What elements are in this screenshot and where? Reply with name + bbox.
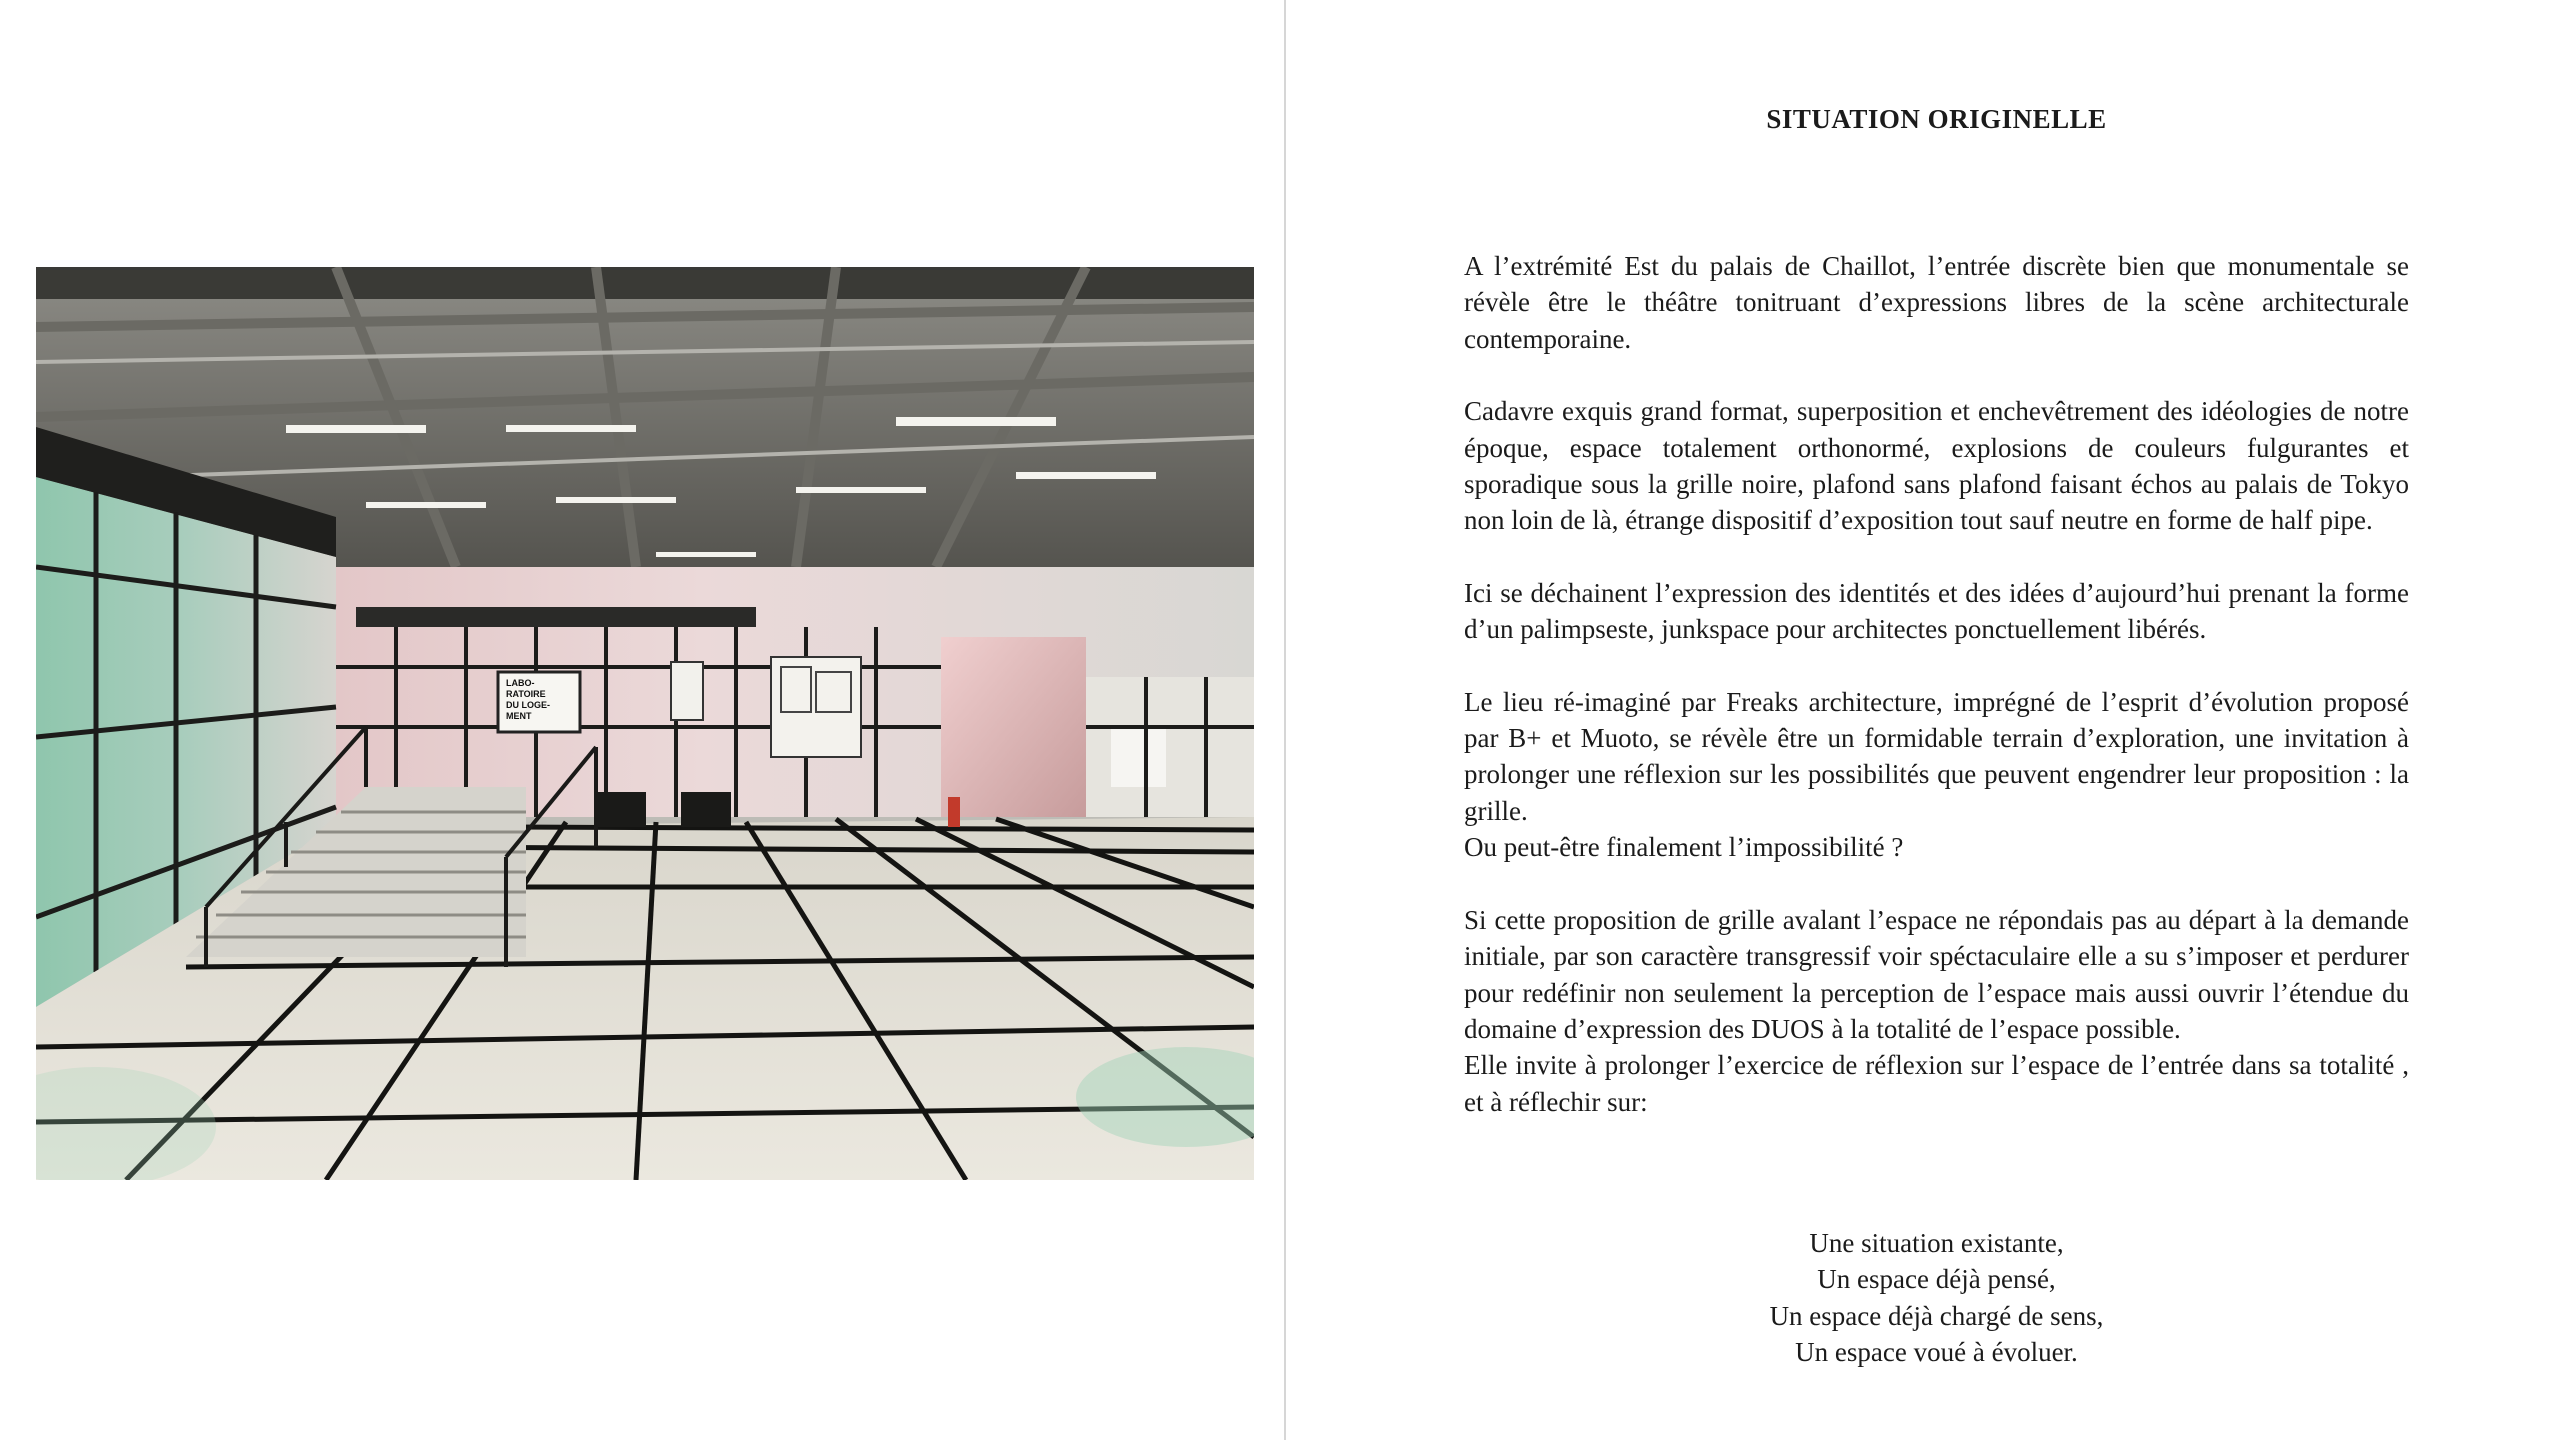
sign-line-4: MENT [506, 711, 532, 721]
closing-line: Un espace déjà chargé de sens, [1769, 1300, 2104, 1331]
paragraph-palimpseste: Ici se déchainent l’expression des identités et des idées d’aujourd’hui prenant la forme d’un palimpseste, junkspace pour architectes ponctuellement libérés. [1464, 577, 2409, 645]
sign-line-3: DU LOGE- [506, 700, 550, 710]
paragraph-grille: Si cette proposition de grille avalant l’espace ne répondais pas au départ à la demande initiale, par son caractère transgressif voir spéctaculaire elle a su s’imposer et perdurer pour redéfinir non seulement la perception de l’espace mais aussi ouvrir l’étendue du domaine d’expression des DUOS à la totalité de l’espace possible. [1464, 904, 2409, 1044]
body-text [1464, 248, 2409, 1156]
paragraph-impossibilite: Ou peut-être finalement l’impossibilité ? [1464, 832, 1904, 863]
page-title: SITUATION ORIGINELLE [1766, 104, 2107, 134]
closing-stanza [1464, 1225, 2409, 1371]
exhibition-hall-photo [36, 267, 1254, 1180]
paragraph-intro: A l’extrémité Est du palais de Chaillot, l’entrée discrète bien que monumentale se révèle être le théâtre tonitruant d’expressions libres de la scène architecturale contemporaine. [1464, 251, 2409, 354]
paragraph-cadavre-exquis: Cadavre exquis grand format, superposition et enchevêtrement des idéologies de notre époque, espace totalement orthonormé, explosions de couleurs fulgurantes et sporadique sous la grille noire, plafond sans plafond faisant échos au palais de Tokyo non loin de là, étrange dispositif d’exposition tout sauf neutre en forme de half pipe. [1464, 396, 2409, 536]
closing-line: Un espace déjà pensé, [1817, 1264, 2056, 1295]
paragraph-invite: Elle invite à prolonger l’exercice de réflexion sur l’espace de l’entrée dans sa totalité , et à réflechir sur: [1464, 1050, 2409, 1117]
exhibition-hall-illustration [36, 267, 1254, 1180]
closing-line: Un espace voué à évoluer. [1795, 1337, 2078, 1368]
sign-line-2: RATOIRE [506, 689, 546, 699]
paragraph-freaks: Le lieu ré-imaginé par Freaks architecture, imprégné de l’esprit d’évolution proposé par B+ et Muoto, se révèle être un formidable terrain d’exploration, une invitation à prolonger une réflexion sur les possibilités que peuvent engendrer leur proposition : la grille. [1464, 686, 2409, 826]
closing-line: Une situation existante, [1809, 1228, 2064, 1258]
sign-line-1: LABO- [506, 678, 535, 688]
